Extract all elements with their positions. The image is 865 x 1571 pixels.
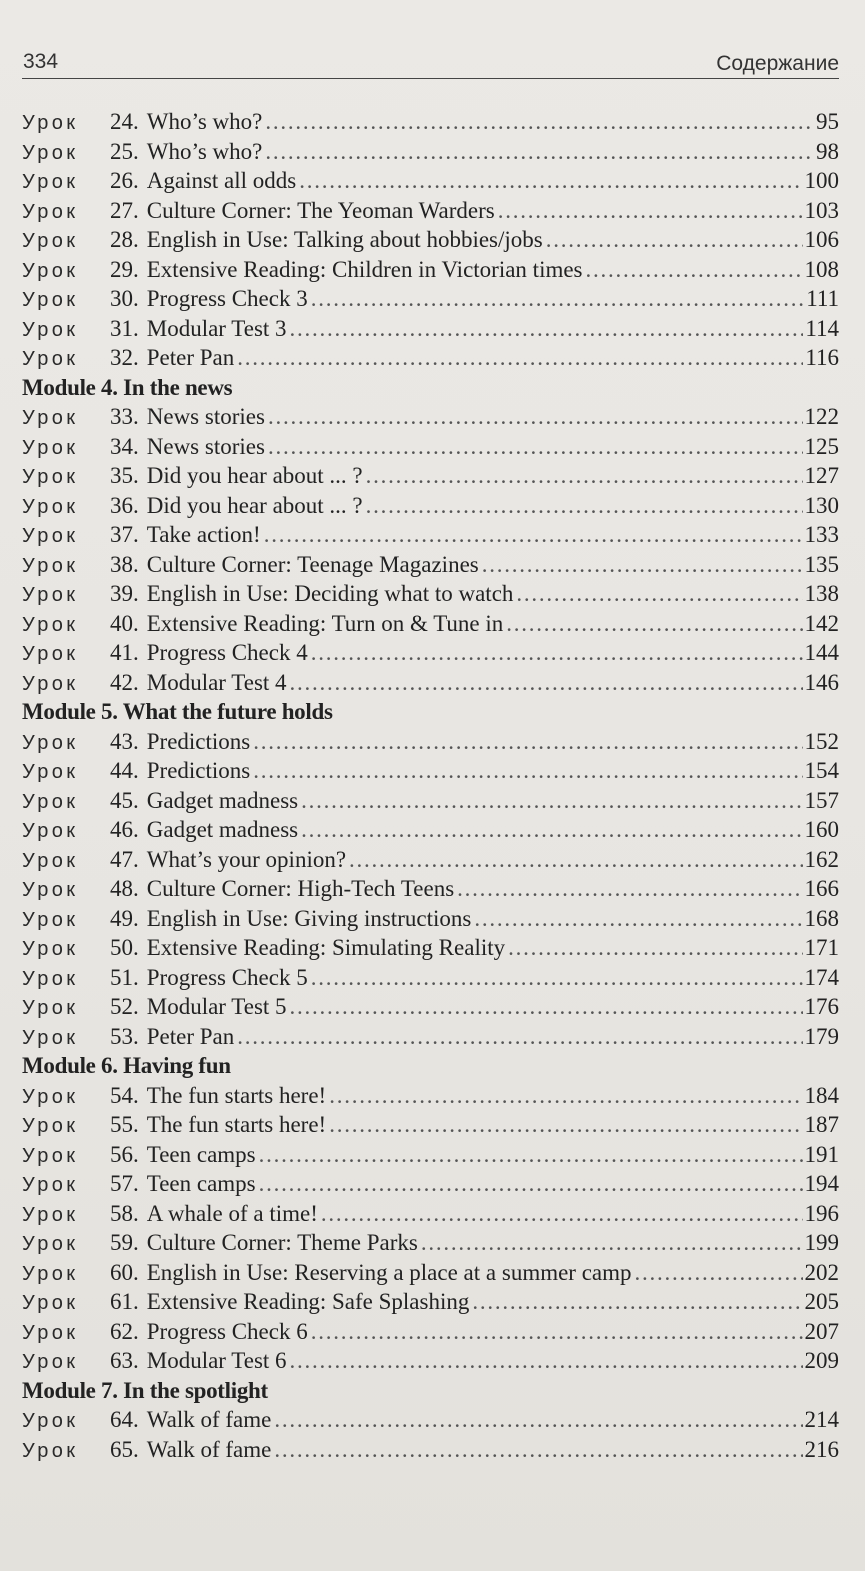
toc-entry [22,609,839,639]
dot-leader [366,491,803,521]
lesson-number: 38. [110,551,139,577]
lesson-title: Extensive Reading: Children in Victorian times [146,256,583,282]
toc-entry [22,845,839,875]
toc-entry [22,1346,839,1376]
dot-leader [290,992,803,1022]
toc-entry [22,933,839,963]
lesson-number: 49. [110,905,139,931]
lesson-label: Урок [22,761,79,783]
lesson-label: Урок [22,879,79,901]
toc-entry [22,314,839,344]
lesson-label: Урок [22,967,79,990]
lesson-label: Урок [22,997,79,1019]
page-ref: 168 [804,905,839,931]
lesson-number: 59. [110,1230,139,1255]
dot-leader [474,904,802,934]
dot-leader [301,815,802,845]
page-ref: 116 [805,345,839,370]
page-ref: 205 [804,1289,839,1314]
lesson-number: 35. [110,463,139,488]
lesson-title: A whale of a time! [146,1200,318,1226]
page-ref: 209 [804,1348,839,1373]
lesson-title: Culture Corner: High-Tech Teens [146,876,455,901]
toc-entry [22,520,839,550]
toc-entry [22,1199,839,1229]
page-ref: 176 [804,994,839,1019]
toc-entry [22,1228,839,1258]
lesson-number: 54. [110,1082,139,1108]
page-ref: 135 [804,551,839,577]
toc-entry [22,579,839,609]
lesson-number: 63. [110,1348,139,1373]
lesson-number: 48. [110,876,139,901]
toc-entry [22,1258,839,1288]
page-ref: 152 [804,728,839,754]
lesson-title: Teen camps [146,1171,256,1196]
dot-leader [268,402,803,432]
toc-entry [22,1287,839,1317]
lesson-title: Extensive Reading: Safe Splashing [146,1289,470,1314]
lesson-title: Progress Check 3 [146,286,308,311]
page-ref: 127 [804,463,839,488]
dot-leader [311,963,803,993]
lesson-label: Урок [22,230,79,252]
toc-entry [22,638,839,668]
lesson-label: Урок [22,466,79,488]
lesson-label: Урок [22,1410,79,1432]
page-ref: 103 [804,197,839,223]
lesson-number: 50. [110,935,139,960]
lesson-title: Culture Corner: Teenage Magazines [146,551,479,577]
dot-leader [265,107,814,137]
page-ref: 160 [804,817,839,842]
toc-entry [22,1169,839,1199]
lesson-number: 28. [110,227,139,252]
lesson-label: Урок [22,790,79,813]
lesson-title: English in Use: Reserving a place at a summer camp [146,1259,632,1285]
lesson-label: Урок [22,495,79,518]
toc-entry [22,904,839,934]
lesson-label: Урок [22,1174,79,1196]
page-ref: 202 [804,1259,839,1285]
toc-entry [22,1022,839,1052]
dot-leader [299,166,802,196]
toc-entry [22,137,839,167]
page-ref: 138 [804,581,839,606]
lesson-title: Predictions [146,758,251,783]
module-heading: Module 5. What the future holds [22,699,333,724]
page-ref: 108 [804,256,839,282]
lesson-title: Extensive Reading: Turn on & Tune in [146,610,504,636]
lesson-label: Урок [22,436,79,459]
lesson-label: Урок [22,112,79,134]
lesson-title: English in Use: Deciding what to watch [146,581,514,606]
dot-leader [311,638,803,668]
lesson-number: 47. [110,846,139,872]
toc-entry [22,402,839,432]
lesson-label: Урок [22,1144,79,1167]
dot-leader [421,1228,803,1258]
dot-leader [498,196,803,226]
lesson-title: Against all odds [146,168,297,193]
lesson-number: 65. [110,1436,139,1462]
module-heading: Module 4. In the news [22,374,233,400]
dot-leader [290,1346,803,1376]
lesson-title: Extensive Reading: Simulating Reality [146,935,506,960]
page-header [22,48,839,79]
lesson-number: 37. [110,522,139,547]
page-ref: 196 [804,1200,839,1226]
dot-leader [457,874,802,904]
page-ref: 207 [804,1318,839,1344]
dot-leader [546,225,803,255]
dot-leader [472,1287,802,1317]
toc-entry [22,756,839,786]
lesson-number: 44. [110,758,139,783]
lesson-label: Урок [22,643,79,665]
toc-entry [22,1435,839,1465]
lesson-title: Progress Check 6 [146,1318,308,1344]
toc-entry [22,815,839,845]
lesson-label: Урок [22,672,79,695]
lesson-label: Урок [22,1439,79,1462]
page-ref: 111 [806,286,839,311]
dot-leader [237,343,803,373]
lesson-label: Урок [22,613,79,636]
page-ref: 100 [804,168,839,193]
lesson-title: English in Use: Talking about hobbies/jobs [146,227,543,252]
toc-entry [22,992,839,1022]
page-ref: 187 [804,1112,839,1137]
lesson-title: Culture Corner: Theme Parks [146,1230,418,1255]
dot-leader [274,1405,802,1435]
dot-leader [586,255,803,285]
dot-leader [301,786,802,816]
lesson-number: 62. [110,1318,139,1344]
lesson-label: Урок [22,1262,79,1285]
dot-leader [329,1110,802,1140]
lesson-label: Урок [22,348,79,370]
dot-leader [290,314,804,344]
toc-entry [22,255,839,285]
lesson-title: Did you hear about ... ? [146,463,363,488]
lesson-label: Урок [22,908,79,931]
dot-leader [253,756,802,786]
page-ref: 98 [816,138,839,164]
lesson-label: Урок [22,731,79,754]
dot-leader [329,1081,802,1111]
lesson-label: Урок [22,849,79,872]
page-ref: 184 [804,1082,839,1108]
page-ref: 114 [805,315,839,341]
lesson-title: Culture Corner: The Yeoman Warders [146,197,495,223]
lesson-title: News stories [146,404,265,429]
dot-leader [237,1022,802,1052]
toc-entry [22,196,839,226]
lesson-label: Урок [22,1233,79,1255]
lesson-number: 60. [110,1259,139,1285]
lesson-number: 36. [110,492,139,518]
lesson-number: 40. [110,610,139,636]
page-ref: 214 [804,1407,839,1432]
lesson-title: Peter Pan [146,345,235,370]
lesson-number: 61. [110,1289,139,1314]
toc-entry [22,1405,839,1435]
dot-leader [274,1435,802,1465]
lesson-title: Walk of fame [146,1407,272,1432]
toc-entry [22,461,839,491]
lesson-number: 24. [110,109,139,134]
lesson-label: Урок [22,1026,79,1049]
toc-entry [22,1081,839,1111]
toc-entry [22,1110,839,1140]
lesson-number: 46. [110,817,139,842]
lesson-label: Урок [22,318,79,341]
dot-leader [259,1169,803,1199]
toc-entry [22,491,839,521]
page-ref: 174 [804,964,839,990]
lesson-label: Урок [22,1115,79,1137]
dot-leader [259,1140,803,1170]
lesson-number: 31. [110,315,139,341]
lesson-title: Teen camps [146,1141,256,1167]
module-heading: Module 6. Having fun [22,1053,231,1078]
toc-entry [22,727,839,757]
lesson-number: 33. [110,404,139,429]
lesson-label: Урок [22,1321,79,1344]
toc-entry [22,550,839,580]
dot-leader [311,1317,803,1347]
lesson-title: Progress Check 4 [146,640,308,665]
dot-leader [265,137,814,167]
lesson-label: Урок [22,1351,79,1373]
toc-entry [22,874,839,904]
lesson-number: 39. [110,581,139,606]
dot-leader [264,520,803,550]
lesson-title: Modular Test 4 [146,669,287,695]
lesson-label: Урок [22,171,79,193]
toc-entry [22,786,839,816]
lesson-number: 45. [110,787,139,813]
page-number: 334 [23,50,59,73]
lesson-label: Урок [22,584,79,606]
lesson-number: 52. [110,994,139,1019]
lesson-label: Урок [22,200,79,223]
lesson-title: Who’s who? [146,109,263,134]
lesson-number: 26. [110,168,139,193]
lesson-number: 30. [110,286,139,311]
section-title: Содержание [716,52,839,75]
lesson-number: 55. [110,1112,139,1137]
dot-leader [482,550,803,580]
page-ref: 122 [804,404,839,429]
toc-entry [22,1317,839,1347]
lesson-title: Predictions [146,728,251,754]
page-ref: 194 [804,1171,839,1196]
page-ref: 142 [804,610,839,636]
lesson-number: 32. [110,345,139,370]
lesson-title: News stories [146,433,265,459]
page-ref: 199 [804,1230,839,1255]
dot-leader [349,845,802,875]
lesson-title: Who’s who? [146,138,263,164]
dot-leader [290,668,803,698]
lesson-number: 56. [110,1141,139,1167]
toc-entry [22,225,839,255]
lesson-label: Урок [22,407,79,429]
lesson-title: Walk of fame [146,1436,272,1462]
lesson-number: 27. [110,197,139,223]
page-ref: 133 [804,522,839,547]
page-ref: 106 [804,227,839,252]
page-ref: 191 [804,1141,839,1167]
lesson-number: 58. [110,1200,139,1226]
lesson-label: Урок [22,554,79,577]
dot-leader [268,432,803,462]
lesson-number: 41. [110,640,139,665]
lesson-title: Modular Test 6 [146,1348,287,1373]
dot-leader [516,579,802,609]
lesson-label: Урок [22,1292,79,1314]
toc-entry [22,343,839,373]
lesson-number: 51. [110,964,139,990]
dot-leader [311,284,804,314]
lesson-title: Peter Pan [146,1023,235,1049]
page-ref: 130 [804,492,839,518]
module-heading: Module 7. In the spotlight [22,1377,268,1403]
page-ref: 95 [816,109,839,134]
lesson-title: Progress Check 5 [146,964,308,990]
lesson-number: 64. [110,1407,139,1432]
lesson-title: English in Use: Giving instructions [146,905,472,931]
lesson-title: Gadget madness [146,787,299,813]
toc-entry [22,166,839,196]
lesson-number: 34. [110,433,139,459]
toc-entry [22,107,839,137]
lesson-number: 53. [110,1023,139,1049]
lesson-title: Take action! [146,522,261,547]
dot-leader [506,609,802,639]
page-ref: 179 [804,1023,839,1049]
toc-entry [22,1140,839,1170]
lesson-label: Урок [22,525,79,547]
lesson-label: Урок [22,141,79,164]
dot-leader [253,727,802,757]
lesson-label: Урок [22,820,79,842]
lesson-label: Урок [22,289,79,311]
lesson-label: Урок [22,938,79,960]
dot-leader [321,1199,803,1229]
lesson-number: 57. [110,1171,139,1196]
lesson-number: 29. [110,256,139,282]
lesson-title: The fun starts here! [146,1082,327,1108]
lesson-label: Урок [22,1085,79,1108]
lesson-label: Урок [22,259,79,282]
page-ref: 144 [804,640,839,665]
page-ref: 216 [804,1436,839,1462]
toc-entry [22,668,839,698]
lesson-number: 43. [110,728,139,754]
dot-leader [508,933,802,963]
lesson-title: Modular Test 5 [146,994,287,1019]
lesson-number: 25. [110,138,139,164]
dot-leader [366,461,803,491]
lesson-label: Урок [22,1203,79,1226]
lesson-title: Modular Test 3 [146,315,287,341]
toc-entry [22,432,839,462]
lesson-title: Gadget madness [146,817,299,842]
lesson-title: Did you hear about ... ? [146,492,363,518]
page-ref: 125 [804,433,839,459]
lesson-title: What’s your opinion? [146,846,347,872]
lesson-number: 42. [110,669,139,695]
toc-entry [22,963,839,993]
page-ref: 157 [804,787,839,813]
page-ref: 146 [804,669,839,695]
toc-entry [22,284,839,314]
lesson-title: The fun starts here! [146,1112,327,1137]
dot-leader [635,1258,803,1288]
page-ref: 171 [804,935,839,960]
table-of-contents [22,107,839,1464]
page-ref: 154 [804,758,839,783]
page-ref: 162 [804,846,839,872]
page-ref: 166 [804,876,839,901]
